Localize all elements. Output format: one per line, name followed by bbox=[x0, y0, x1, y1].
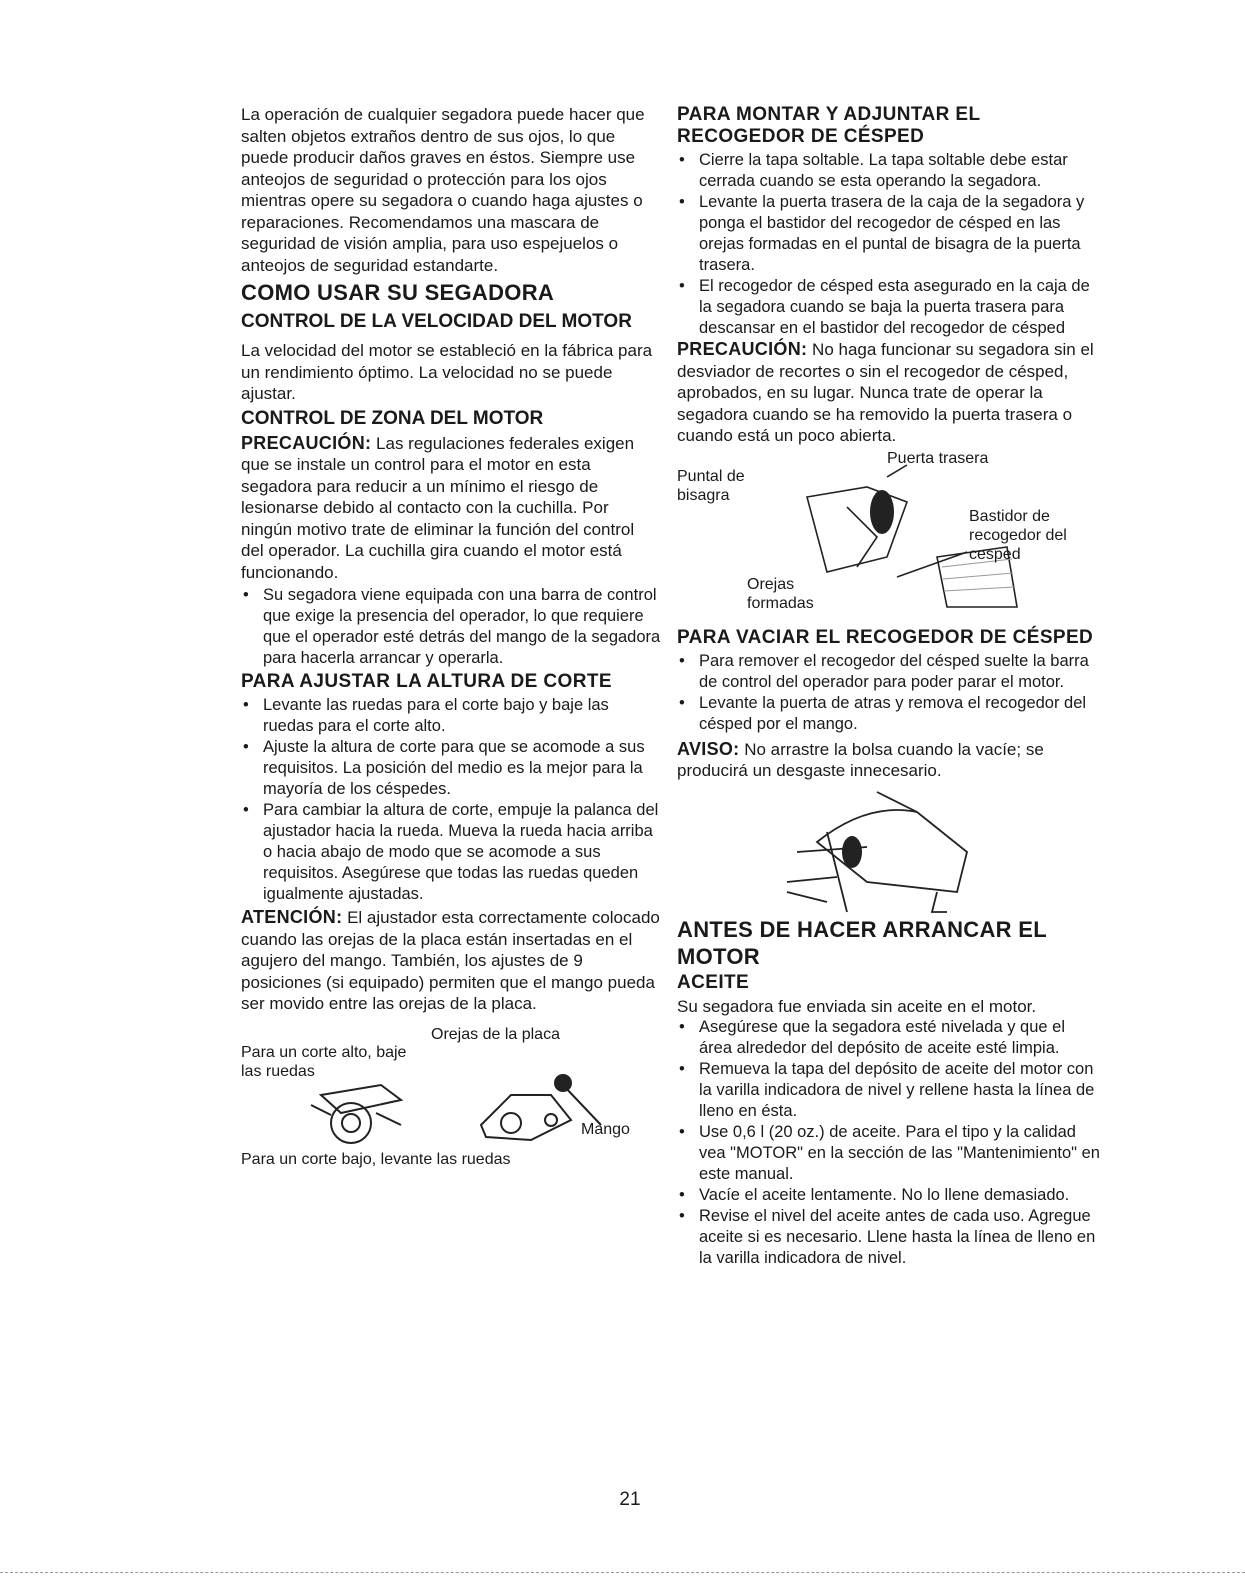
left-column bbox=[241, 104, 661, 1175]
label-puerta-trasera: Puerta trasera bbox=[887, 449, 989, 467]
precaucion-paragraph-right bbox=[677, 339, 1102, 447]
atencion-label: ATENCIÓN: bbox=[241, 907, 343, 927]
velocidad-text: La velocidad del motor se estableció en la fábrica para un rendimiento óptimo. La velocidad no se puede ajustar. bbox=[241, 341, 653, 403]
heading-como-usar: COMO USAR SU SEGADORA bbox=[241, 280, 555, 305]
atencion-text: El ajustador esta correctamente colocado cuando las orejas de la placa están insertadas en el agujero del mango. También, los ajustes de 9 posiciones (si equipado) permiten que el mango pueda ser movido entre las orejas de la placa. bbox=[241, 908, 660, 1013]
label-orejas-formadas: Orejas formadas bbox=[747, 575, 814, 612]
label-orejas-placa: Orejas de la placa bbox=[431, 1025, 560, 1043]
figure-recogedor bbox=[677, 447, 1102, 625]
list-item: • Levante las ruedas para el corte bajo y baje las ruedas para el corte alto. bbox=[241, 695, 661, 737]
page-number: 21 bbox=[619, 1489, 641, 1510]
altura-bullet-list bbox=[241, 695, 661, 905]
aviso-paragraph bbox=[677, 739, 1102, 782]
heading-control-zona: CONTROL DE ZONA DEL MOTOR bbox=[241, 407, 544, 429]
figure-vaciar bbox=[677, 782, 1102, 914]
bottom-divider bbox=[0, 1572, 1245, 1573]
figure-altura-corte bbox=[241, 1025, 661, 1175]
list-item: • Use 0,6 l (20 oz.) de aceite. Para el tipo y la calidad vea "MOTOR" en la sección de las "Mantenimiento" en este manual. bbox=[677, 1122, 1102, 1185]
label-bastidor: Bastidor de recogedor del cesped bbox=[969, 507, 1067, 563]
precaucion-label-right: PRECAUCIÓN: bbox=[677, 339, 808, 359]
list-item: • Para remover el recogedor del césped suelte la barra de control del operador para poder parar el motor. bbox=[677, 651, 1102, 693]
list-item: • Revise el nivel del aceite antes de cada uso. Agregue aceite si es necesario. Llene hasta la línea de lleno en la varilla indicadora de nivel. bbox=[677, 1206, 1102, 1269]
safety-intro: La operación de cualquier segadora puede hacer que salten objetos extraños dentro de sus ojos, lo que puede producir daños graves en éstos. Siempre use anteojos de seguridad o protección para los ojos mientras opere su segadora o cuando haga ajustes o reparaciones. Recomendamos una mascara de seguridad de visión amplia, para uso espejuelos o anteojos de seguridad estandarte. bbox=[241, 105, 645, 275]
list-item: • Asegúrese que la segadora esté nivelada y que el área alrededor del depósito de aceite esté limpia. bbox=[677, 1017, 1102, 1059]
list-item: • Ajuste la altura de corte para que se acomode a sus requisitos. La posición del medio es la mejor para la mayoría de los céspedes. bbox=[241, 737, 661, 800]
wheel-adjuster-illustration bbox=[281, 1065, 641, 1155]
list-item: • Vacíe el aceite lentamente. No lo llene demasiado. bbox=[677, 1185, 1102, 1206]
label-puntal-bisagra: Puntal de bisagra bbox=[677, 467, 745, 504]
list-item: • Su segadora viene equipada con una barra de control que exige la presencia del operador, lo que requiere que el operador esté detrás del mango de la segadora para hacerla arrancar y operarla. bbox=[241, 585, 661, 669]
heading-control-velocidad: CONTROL DE LA VELOCIDAD DEL MOTOR bbox=[241, 311, 632, 332]
label-corte-alto: Para un corte alto, baje las ruedas bbox=[241, 1043, 407, 1080]
heading-antes-arrancar: ANTES DE HACER ARRANCAR EL MOTOR bbox=[677, 916, 1047, 969]
aceite-bullet-list bbox=[677, 1017, 1102, 1269]
montar-bullet-list bbox=[677, 150, 1102, 339]
list-item: • El recogedor de césped esta asegurado en la caja de la segadora cuando se baja la puerta trasera para descansar en el bastidor del recogedor de césped bbox=[677, 276, 1102, 339]
aviso-label: AVISO: bbox=[677, 738, 740, 759]
heading-aceite: ACEITE bbox=[677, 971, 750, 993]
label-corte-bajo: Para un corte bajo, levante las ruedas bbox=[241, 1150, 511, 1168]
precaucion-text: Las regulaciones federales exigen que se instale un control para el motor en esta segadora para reducir a un mínimo el riesgo de lesionarse debido al contacto con la cuchilla. Por ningún motivo trate de eliminar la función del control del operador. La cuchilla gira cuando el motor está funcionando. bbox=[241, 433, 635, 582]
aviso-text: No arrastre la bolsa cuando la vacíe; se producirá un desgaste innecesario. bbox=[677, 739, 1044, 780]
vaciar-bullet-list bbox=[677, 651, 1102, 735]
emptying-bag-illustration bbox=[757, 782, 997, 914]
list-item: • Para cambiar la altura de corte, empuje la palanca del ajustador hacia la rueda. Mueva la rueda hacia arriba o hacia abajo de modo que se acomode a sus requisitos. Asegúrese que todas las ruedas queden igualmente ajustadas. bbox=[241, 800, 661, 905]
precaucion-text-right: No haga funcionar su segadora sin el desviador de recortes o sin el recogedor de césped, aprobados, en su lugar. Nunca trate de operar la segadora cuando se ha removido la puerta trasera o cuando está un poco abierta. bbox=[677, 340, 1094, 445]
aceite-intro: Su segadora fue enviada sin aceite en el motor. bbox=[677, 996, 1037, 1016]
precaucion-label: PRECAUCIÓN: bbox=[241, 432, 372, 453]
heading-montar-recogedor: PARA MONTAR Y ADJUNTAR EL RECOGEDOR DE CÉSPED bbox=[677, 104, 981, 147]
precaucion-paragraph bbox=[241, 433, 661, 584]
right-column bbox=[677, 104, 1102, 1269]
atencion-paragraph bbox=[241, 907, 661, 1015]
heading-ajustar-altura: PARA AJUSTAR LA ALTURA DE CORTE bbox=[241, 671, 612, 692]
list-item: • Cierre la tapa soltable. La tapa soltable debe estar cerrada cuando se esta operando la segadora. bbox=[677, 150, 1102, 192]
list-item: • Levante la puerta de atras y remova el recogedor del césped por el mango. bbox=[677, 693, 1102, 735]
list-item: • Levante la puerta trasera de la caja de la segadora y ponga el bastidor del recogedor de césped en las orejas formadas en el puntal de bisagra de la puerta trasera. bbox=[677, 192, 1102, 276]
heading-vaciar-recogedor: PARA VACIAR EL RECOGEDOR DE CÉSPED bbox=[677, 626, 1094, 648]
label-mango: Mango bbox=[581, 1120, 630, 1138]
list-item: • Remueva la tapa del depósito de aceite del motor con la varilla indicadora de nivel y rellene hasta la línea de lleno en ésta. bbox=[677, 1059, 1102, 1122]
zona-bullet-list bbox=[241, 585, 661, 669]
